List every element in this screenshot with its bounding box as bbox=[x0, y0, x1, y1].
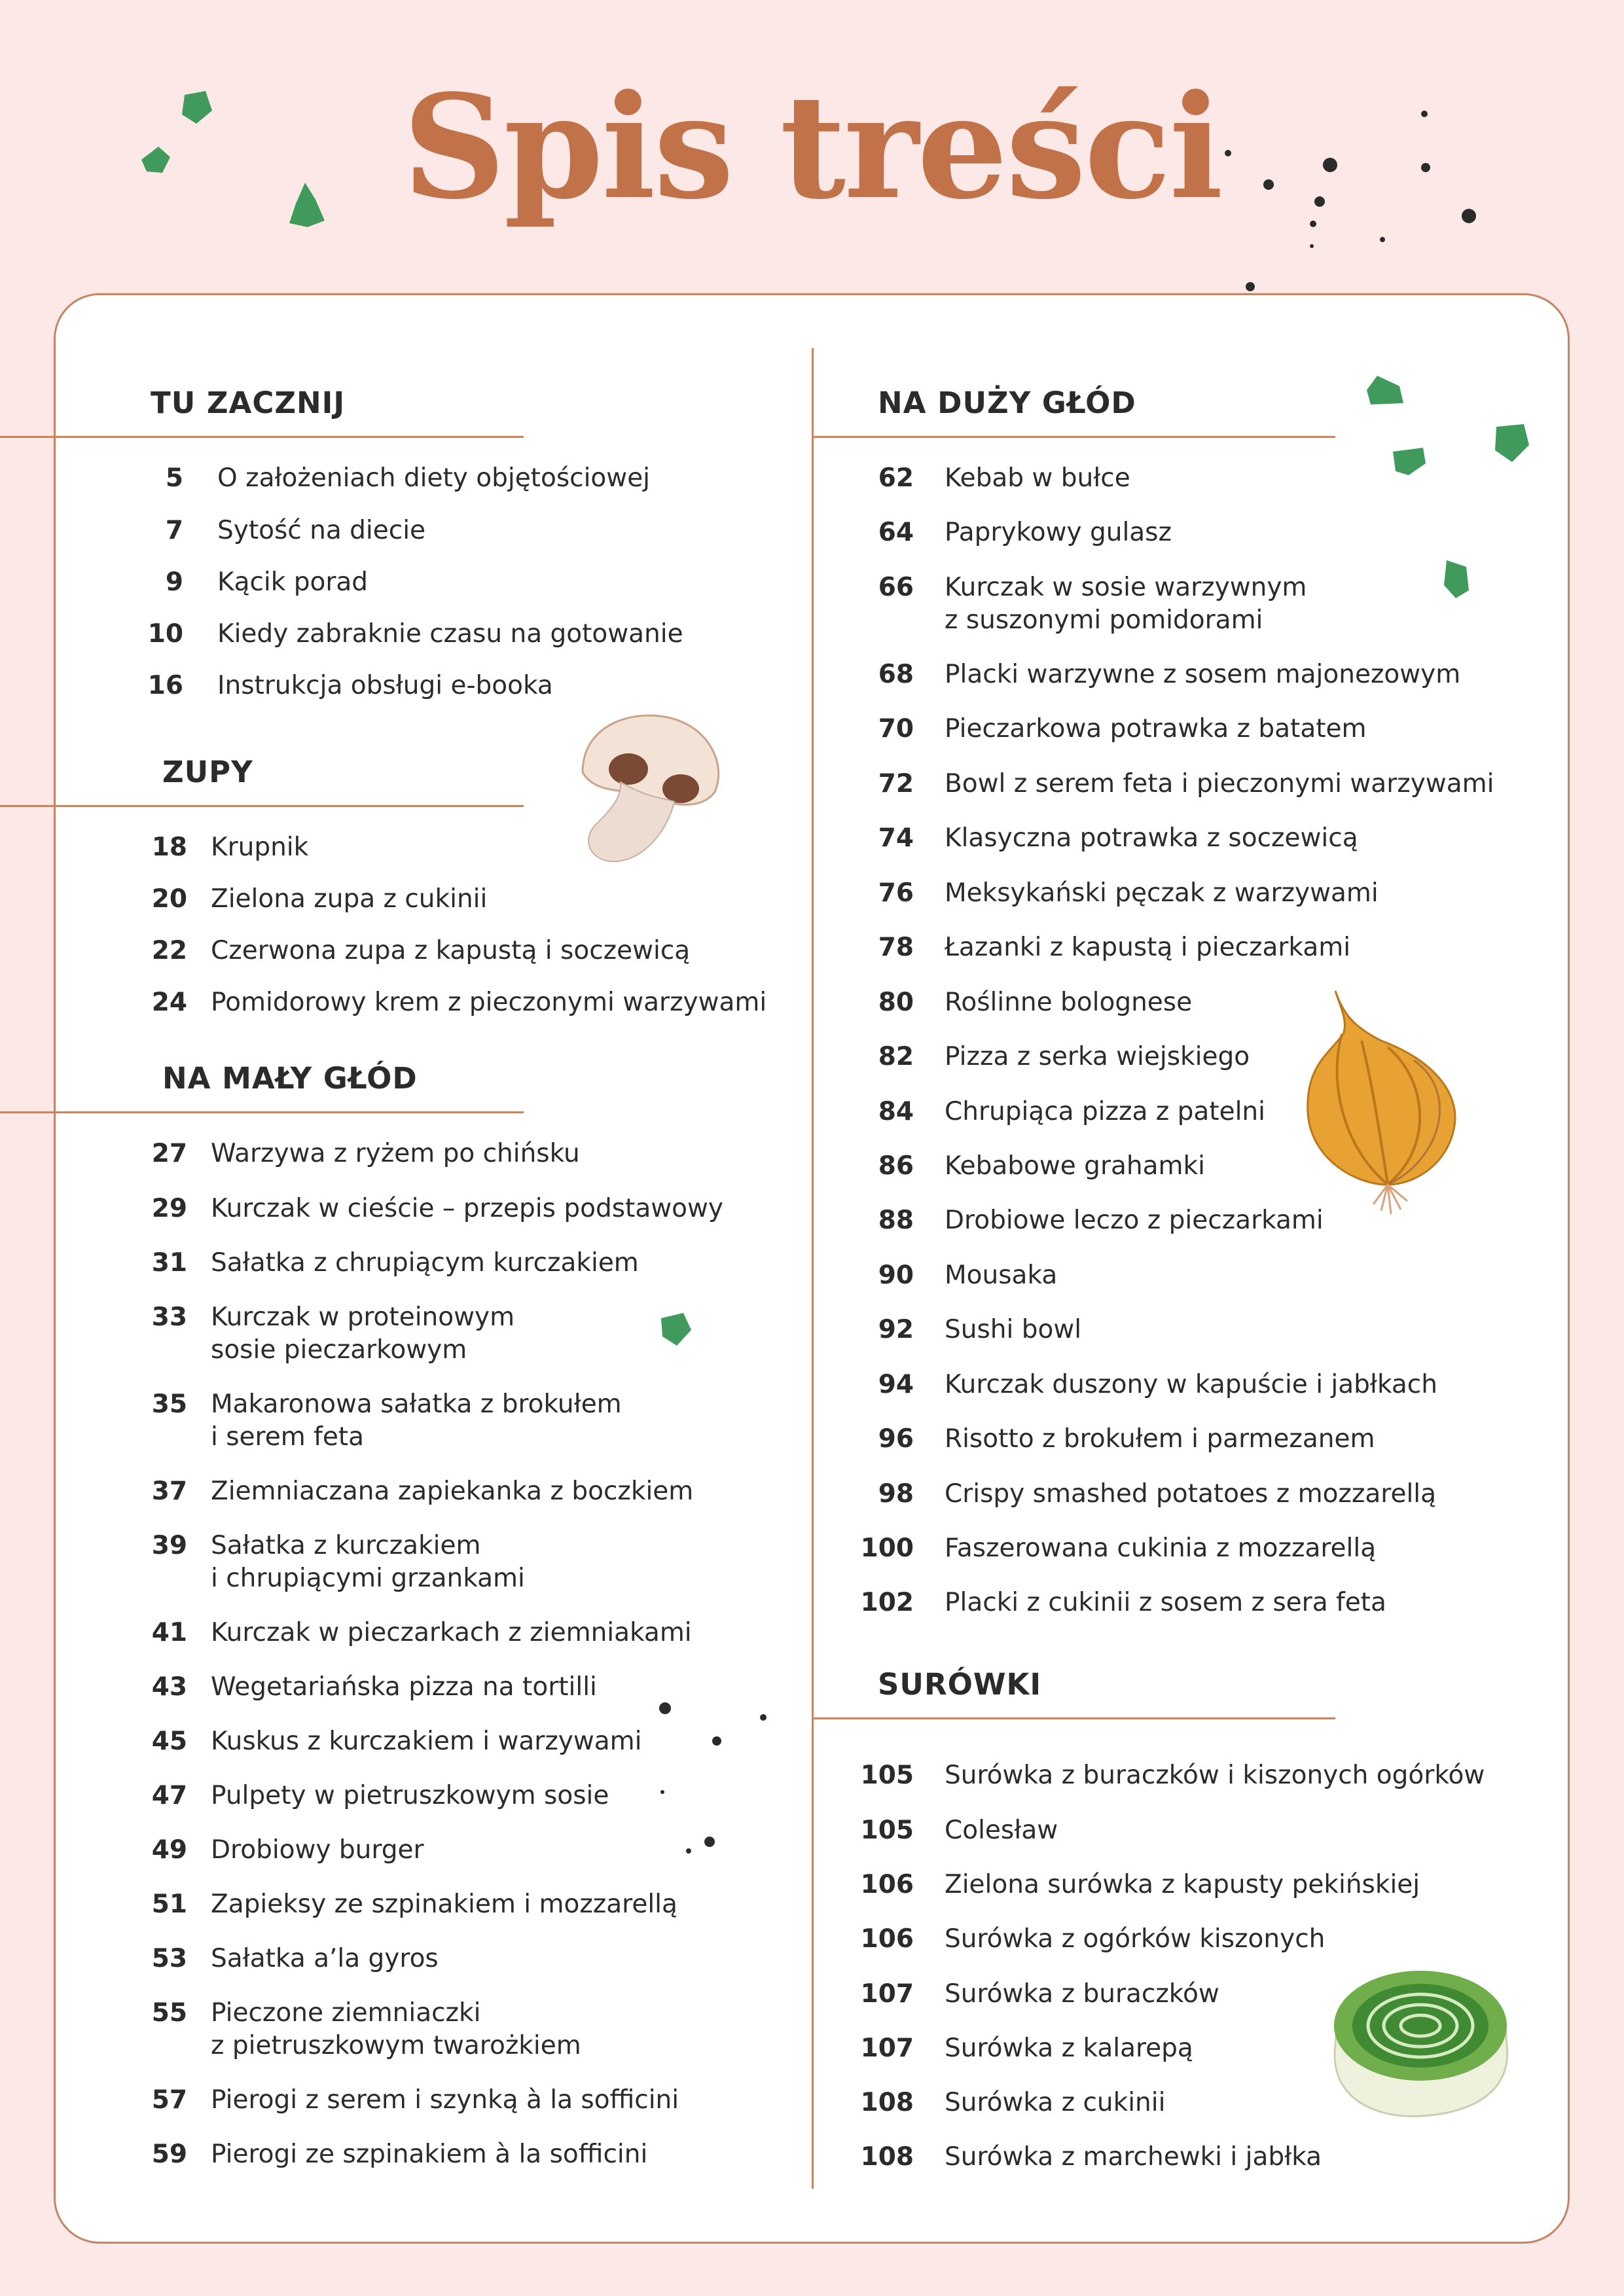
entry-title: Drobiowy burger bbox=[211, 1835, 424, 1865]
entry-title: O założeniach diety objętościowej bbox=[217, 463, 651, 493]
section-title-na-maly-glod: NA MAŁY GŁÓD bbox=[162, 1061, 418, 1096]
entry-title: Zielona surówka z kapusty pekińskiej bbox=[945, 1870, 1420, 1899]
page-number: 39 bbox=[151, 1531, 187, 1560]
herb-leaf-icon bbox=[285, 180, 327, 230]
page-number: 35 bbox=[151, 1390, 187, 1419]
page-number: 108 bbox=[860, 2142, 914, 2172]
page-number: 102 bbox=[860, 1588, 914, 1617]
entry-title: Placki z cukinii z sosem z sera feta bbox=[945, 1588, 1386, 1617]
entry-title: Mousaka bbox=[945, 1261, 1058, 1290]
entry-title: Pierogi z serem i szynką à la sofficini bbox=[211, 2085, 679, 2115]
pepper-flake-icon bbox=[655, 1695, 779, 1865]
page-number: 24 bbox=[151, 988, 187, 1017]
page-number: 55 bbox=[151, 1998, 187, 2028]
page-number: 18 bbox=[151, 833, 187, 862]
entry-title: Sałatka z chrupiącym kurczakiem bbox=[211, 1248, 639, 1278]
page-number: 76 bbox=[878, 878, 914, 908]
onion-icon bbox=[1303, 988, 1466, 1217]
entry-title: Drobiowe leczo z pieczarkami bbox=[945, 1206, 1324, 1235]
page-number: 84 bbox=[878, 1097, 914, 1126]
page-number: 94 bbox=[878, 1370, 914, 1399]
entry-title: Warzywa z ryżem po chińsku bbox=[211, 1139, 580, 1168]
page-title: Spis treści bbox=[403, 63, 1221, 231]
section-title-surowki: SURÓWKI bbox=[878, 1667, 1042, 1702]
entry-title: Zapieksy ze szpinakiem i mozzarellą bbox=[211, 1890, 677, 1919]
entry-title: Makaronowa sałatka z brokułem i serem feta bbox=[211, 1390, 622, 1452]
entry-title: Pomidorowy krem z pieczonymi warzywami bbox=[211, 988, 767, 1017]
entry-title: Kurczak duszony w kapuście i jabłkach bbox=[945, 1370, 1437, 1399]
page-number: 68 bbox=[878, 660, 914, 689]
page-number: 72 bbox=[878, 769, 914, 798]
herb-leaf-icon bbox=[657, 1310, 694, 1348]
herb-leaf-icon bbox=[1440, 558, 1473, 601]
entry-title: Sushi bowl bbox=[945, 1315, 1082, 1344]
page-number: 51 bbox=[151, 1890, 187, 1919]
entry-title: Kiedy zabraknie czasu na gotowanie bbox=[217, 619, 683, 649]
page-number: 100 bbox=[860, 1534, 914, 1563]
entry-title: Roślinne bolognese bbox=[945, 988, 1193, 1017]
page-number: 82 bbox=[878, 1042, 914, 1071]
entry-title: Sałatka z kurczakiem i chrupiącymi grzankami bbox=[211, 1531, 525, 1593]
page-number: 106 bbox=[860, 1924, 914, 1954]
page-number: 57 bbox=[151, 2085, 187, 2115]
page-number: 29 bbox=[151, 1194, 187, 1223]
entry-title: Ziemniaczana zapiekanka z boczkiem bbox=[211, 1477, 694, 1506]
column-divider bbox=[812, 348, 814, 2189]
page-number: 10 bbox=[147, 619, 183, 649]
section-title-tu-zacznij: TU ZACZNIJ bbox=[151, 386, 346, 420]
entry-title: Surówka z kalarepą bbox=[945, 2034, 1193, 2063]
page-number: 88 bbox=[878, 1206, 914, 1235]
section-rule bbox=[0, 805, 524, 807]
page-number: 92 bbox=[878, 1315, 914, 1344]
page-number: 22 bbox=[151, 936, 187, 965]
entry-title: Pizza z serka wiejskiego bbox=[945, 1042, 1250, 1071]
entry-title: Sałatka a’la gyros bbox=[211, 1944, 439, 1973]
entry-title: Instrukcja obsługi e-booka bbox=[217, 671, 553, 700]
entry-title: Czerwona zupa z kapustą i soczewicą bbox=[211, 936, 691, 965]
page-number: 66 bbox=[878, 573, 914, 602]
page-number: 78 bbox=[878, 933, 914, 962]
page-number: 41 bbox=[151, 1618, 187, 1647]
page-number: 9 bbox=[165, 567, 183, 597]
entry-title: Sytość na diecie bbox=[217, 516, 426, 545]
entry-title: Kurczak w pieczarkach z ziemniakami bbox=[211, 1618, 692, 1647]
page-number: 74 bbox=[878, 823, 914, 853]
entry-title: Surówka z buraczków bbox=[945, 1979, 1219, 2009]
entry-title: Kurczak w sosie warzywnym z suszonymi pomidorami bbox=[945, 573, 1307, 635]
page-number: 106 bbox=[860, 1870, 914, 1899]
entry-title: Kuskus z kurczakiem i warzywami bbox=[211, 1727, 642, 1756]
entry-title: Colesław bbox=[945, 1816, 1058, 1845]
page-number: 59 bbox=[151, 2140, 187, 2169]
entry-title: Łazanki z kapustą i pieczarkami bbox=[945, 933, 1351, 962]
herb-leaf-icon bbox=[1490, 422, 1530, 465]
entry-title: Crispy smashed potatoes z mozzarellą bbox=[945, 1479, 1437, 1509]
page-number: 107 bbox=[860, 2034, 914, 2063]
section-rule bbox=[812, 1717, 1335, 1719]
entry-title: Krupnik bbox=[211, 833, 309, 862]
page-number: 16 bbox=[147, 671, 183, 700]
page-number: 90 bbox=[878, 1261, 914, 1290]
page-number: 96 bbox=[878, 1424, 914, 1454]
entry-title: Pierogi ze szpinakiem à la sofficini bbox=[211, 2140, 648, 2169]
herb-leaf-icon bbox=[1364, 373, 1405, 407]
pepper-flake-icon bbox=[1218, 98, 1492, 308]
page-number: 98 bbox=[878, 1479, 914, 1509]
herb-leaf-icon bbox=[139, 145, 173, 175]
page-number: 20 bbox=[151, 884, 187, 914]
page-number: 62 bbox=[878, 463, 914, 493]
entry-title: Chrupiąca pizza z patelni bbox=[945, 1097, 1265, 1126]
entry-title: Pulpety w pietruszkowym sosie bbox=[211, 1781, 609, 1810]
page-number: 108 bbox=[860, 2088, 914, 2117]
page-number: 7 bbox=[165, 516, 183, 545]
section-rule bbox=[0, 436, 524, 438]
entry-title: Pieczone ziemniaczki z pietruszkowym twarożkiem bbox=[211, 1998, 581, 2060]
entry-title: Paprykowy gulasz bbox=[945, 518, 1172, 547]
entry-title: Kurczak w proteinowym sosie pieczarkowym bbox=[211, 1302, 515, 1365]
page-number: 37 bbox=[151, 1477, 187, 1506]
page-number: 105 bbox=[860, 1761, 914, 1790]
page-number: 107 bbox=[860, 1979, 914, 2009]
entry-title: Kącik porad bbox=[217, 567, 369, 597]
page-number: 43 bbox=[151, 1672, 187, 1702]
section-rule bbox=[0, 1111, 524, 1113]
section-rule bbox=[812, 436, 1335, 438]
entry-title: Pieczarkowa potrawka z batatem bbox=[945, 714, 1367, 744]
entry-title: Surówka z cukinii bbox=[945, 2088, 1166, 2117]
entry-title: Meksykański pęczak z warzywami bbox=[945, 878, 1379, 908]
entry-title: Faszerowana cukinia z mozzarellą bbox=[945, 1534, 1377, 1563]
page-number: 70 bbox=[878, 714, 914, 744]
entry-title: Zielona zupa z cukinii bbox=[211, 884, 488, 914]
page-number: 49 bbox=[151, 1835, 187, 1865]
page-number: 45 bbox=[151, 1727, 187, 1756]
entry-title: Risotto z brokułem i parmezanem bbox=[945, 1424, 1375, 1454]
page-number: 33 bbox=[151, 1302, 187, 1332]
page-number: 5 bbox=[165, 463, 183, 493]
section-title-na-duzy-glod: NA DUŻY GŁÓD bbox=[878, 386, 1136, 420]
entry-title: Surówka z ogórków kiszonych bbox=[945, 1924, 1326, 1954]
entry-title: Kurczak w cieście – przepis podstawowy bbox=[211, 1194, 723, 1223]
mushroom-icon bbox=[569, 707, 727, 870]
entry-title: Klasyczna potrawka z soczewicą bbox=[945, 823, 1358, 853]
page-number: 53 bbox=[151, 1944, 187, 1973]
page-number: 31 bbox=[151, 1248, 187, 1278]
entry-title: Placki warzywne z sosem majonezowym bbox=[945, 660, 1461, 689]
herb-leaf-icon bbox=[1390, 445, 1428, 478]
page-number: 80 bbox=[878, 988, 914, 1017]
section-title-zupy: ZUPY bbox=[162, 755, 253, 789]
entry-title: Kebab w bułce bbox=[945, 463, 1130, 493]
entry-title: Wegetariańska pizza na tortilli bbox=[211, 1672, 597, 1702]
page-number: 64 bbox=[878, 518, 914, 547]
entry-title: Bowl z serem feta i pieczonymi warzywami bbox=[945, 769, 1494, 798]
page-number: 105 bbox=[860, 1816, 914, 1845]
leek-slice-icon bbox=[1322, 1967, 1519, 2124]
entry-title: Surówka z buraczków i kiszonych ogórków bbox=[945, 1761, 1485, 1790]
page-number: 27 bbox=[151, 1139, 187, 1168]
entry-title: Kebabowe grahamki bbox=[945, 1151, 1205, 1181]
page-number: 86 bbox=[878, 1151, 914, 1181]
herb-leaf-icon bbox=[177, 88, 216, 128]
page-number: 47 bbox=[151, 1781, 187, 1810]
entry-title: Surówka z marchewki i jabłka bbox=[945, 2142, 1322, 2172]
